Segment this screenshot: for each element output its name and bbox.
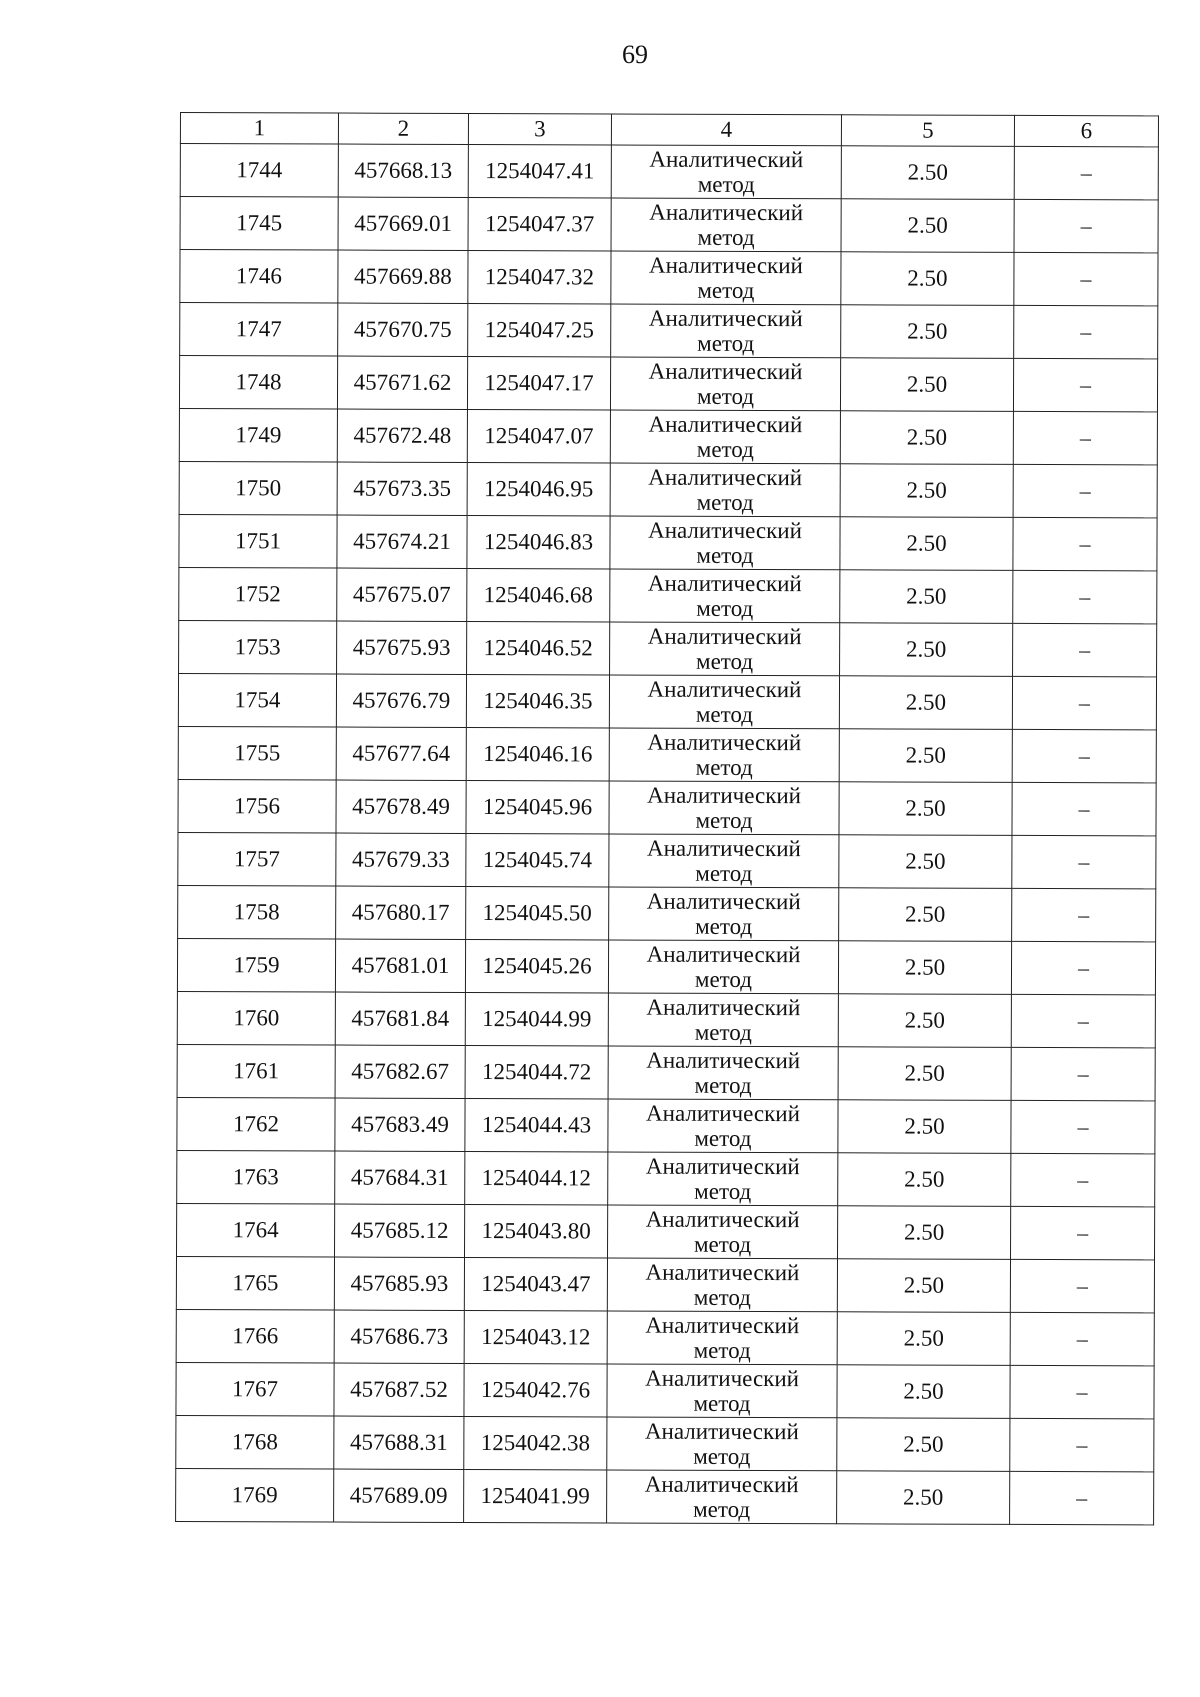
note-cell: – xyxy=(1010,1365,1154,1419)
note-cell: – xyxy=(1011,941,1155,995)
y-coordinate-cell: 1254046.35 xyxy=(466,675,609,728)
table-row xyxy=(177,1150,1155,1206)
point-number-cell: 1744 xyxy=(180,144,338,198)
x-coordinate-cell: 457689.09 xyxy=(334,1469,464,1522)
y-coordinate-cell: 1254042.38 xyxy=(464,1416,607,1469)
accuracy-cell: 2.50 xyxy=(839,676,1012,730)
note-cell: – xyxy=(1010,1418,1154,1472)
note-cell: – xyxy=(1011,1100,1155,1154)
method-line-2: метод xyxy=(696,542,754,569)
table-row xyxy=(178,779,1156,835)
y-coordinate-cell: 1254045.96 xyxy=(466,781,609,834)
note-cell: – xyxy=(1013,570,1157,624)
method-cell xyxy=(609,834,839,888)
method-line-2: метод xyxy=(695,807,753,834)
point-number-cell: 1762 xyxy=(177,1097,335,1151)
accuracy-cell: 2.50 xyxy=(840,517,1013,571)
note-cell: – xyxy=(1010,1206,1154,1260)
note-cell: – xyxy=(1013,517,1157,571)
y-coordinate-cell: 1254046.52 xyxy=(467,622,610,675)
point-number-cell: 1758 xyxy=(178,885,336,939)
method-line-1: Аналитический xyxy=(646,1100,800,1127)
x-coordinate-cell: 457684.31 xyxy=(335,1151,465,1204)
x-coordinate-cell: 457669.88 xyxy=(338,250,468,303)
note-cell: – xyxy=(1012,729,1156,783)
method-cell xyxy=(608,1099,838,1153)
x-coordinate-cell: 457668.13 xyxy=(338,144,468,197)
accuracy-cell: 2.50 xyxy=(839,729,1012,783)
x-coordinate-cell: 457686.73 xyxy=(334,1310,464,1363)
method-line-1: Аналитический xyxy=(649,252,803,279)
table-row xyxy=(177,1097,1155,1153)
method-line-1: Аналитический xyxy=(646,1047,801,1074)
method-cell xyxy=(608,1152,838,1206)
method-line-1: Аналитический xyxy=(647,782,802,809)
x-coordinate-cell: 457677.64 xyxy=(336,727,466,780)
point-number-cell: 1750 xyxy=(179,461,337,515)
y-coordinate-cell: 1254045.50 xyxy=(466,887,609,940)
table-row xyxy=(179,356,1157,412)
table-row xyxy=(180,250,1158,306)
accuracy-cell: 2.50 xyxy=(838,1047,1011,1101)
x-coordinate-cell: 457673.35 xyxy=(337,462,467,515)
table-row xyxy=(179,620,1157,676)
y-coordinate-cell: 1254047.41 xyxy=(468,145,611,198)
y-coordinate-cell: 1254047.32 xyxy=(468,251,611,304)
y-coordinate-cell: 1254047.37 xyxy=(468,198,611,251)
method-line-1: Аналитический xyxy=(646,835,801,862)
y-coordinate-cell: 1254043.12 xyxy=(464,1310,607,1363)
method-cell xyxy=(609,675,839,729)
x-coordinate-cell: 457679.33 xyxy=(336,833,466,886)
accuracy-cell: 2.50 xyxy=(838,1153,1011,1207)
method-line-1: Аналитический xyxy=(644,1471,799,1498)
method-line-1: Аналитический xyxy=(648,517,802,544)
note-cell: – xyxy=(1013,623,1157,677)
y-coordinate-cell: 1254047.17 xyxy=(467,357,610,410)
point-number-cell: 1764 xyxy=(177,1203,335,1257)
method-cell xyxy=(610,410,840,464)
method-line-1: Аналитический xyxy=(644,1418,799,1445)
y-coordinate-cell: 1254047.07 xyxy=(467,410,610,463)
method-cell xyxy=(611,198,841,252)
method-line-2: метод xyxy=(693,1284,751,1310)
accuracy-cell: 2.50 xyxy=(838,1100,1011,1154)
x-coordinate-cell: 457682.67 xyxy=(335,1045,465,1098)
method-line-2: метод xyxy=(693,1390,751,1416)
method-cell xyxy=(607,1364,837,1418)
method-line-1: Аналитический xyxy=(647,676,802,703)
method-line-2: метод xyxy=(693,1231,752,1258)
accuracy-cell: 2.50 xyxy=(841,305,1014,359)
method-line-1: Аналитический xyxy=(645,1153,800,1180)
point-number-cell: 1754 xyxy=(178,673,336,727)
y-coordinate-cell: 1254042.76 xyxy=(464,1363,607,1416)
method-line-1: Аналитический xyxy=(647,729,802,756)
method-line-1: Аналитический xyxy=(645,1365,800,1392)
method-cell xyxy=(611,304,841,358)
method-line-1: Аналитический xyxy=(649,146,804,173)
y-coordinate-cell: 1254044.99 xyxy=(465,993,608,1046)
x-coordinate-cell: 457681.84 xyxy=(335,992,465,1045)
y-coordinate-cell: 1254046.83 xyxy=(467,516,610,569)
table-row xyxy=(176,1362,1154,1418)
method-cell xyxy=(608,940,838,994)
note-cell: – xyxy=(1013,358,1157,412)
column-header: 2 xyxy=(338,113,468,144)
method-line-2: метод xyxy=(696,648,754,675)
accuracy-cell: 2.50 xyxy=(841,146,1014,200)
x-coordinate-cell: 457674.21 xyxy=(337,515,467,568)
x-coordinate-cell: 457675.07 xyxy=(337,568,467,621)
method-line-1: Аналитический xyxy=(647,623,802,650)
accuracy-cell: 2.50 xyxy=(840,358,1013,412)
note-cell: – xyxy=(1010,1259,1154,1313)
y-coordinate-cell: 1254044.43 xyxy=(465,1099,608,1152)
note-cell: – xyxy=(1014,305,1158,359)
point-number-cell: 1766 xyxy=(176,1309,334,1363)
method-line-2: метод xyxy=(697,171,755,198)
point-number-cell: 1757 xyxy=(178,832,336,886)
method-line-2: метод xyxy=(694,1125,752,1152)
method-cell xyxy=(610,357,840,411)
method-line-1: Аналитический xyxy=(647,570,802,597)
method-cell xyxy=(607,1258,837,1312)
y-coordinate-cell: 1254043.47 xyxy=(464,1258,607,1311)
accuracy-cell: 2.50 xyxy=(837,1365,1010,1419)
point-number-cell: 1763 xyxy=(177,1150,335,1204)
note-cell: – xyxy=(1012,676,1156,730)
accuracy-cell: 2.50 xyxy=(839,782,1012,836)
x-coordinate-cell: 457683.49 xyxy=(335,1098,465,1151)
accuracy-cell: 2.50 xyxy=(837,1259,1010,1313)
point-number-cell: 1747 xyxy=(180,303,338,357)
table-row xyxy=(179,461,1157,517)
table-row xyxy=(176,1309,1154,1365)
y-coordinate-cell: 1254041.99 xyxy=(464,1469,607,1522)
note-cell: – xyxy=(1014,252,1158,306)
accuracy-cell: 2.50 xyxy=(839,888,1012,942)
x-coordinate-cell: 457672.48 xyxy=(337,409,467,462)
x-coordinate-cell: 457671.62 xyxy=(337,356,467,409)
y-coordinate-cell: 1254044.72 xyxy=(465,1046,608,1099)
x-coordinate-cell: 457669.01 xyxy=(338,197,468,250)
method-line-2: метод xyxy=(695,913,753,940)
x-coordinate-cell: 457675.93 xyxy=(337,621,467,674)
point-number-cell: 1759 xyxy=(177,938,335,992)
x-coordinate-cell: 457681.01 xyxy=(335,939,465,992)
method-line-2: метод xyxy=(695,701,753,728)
method-line-2: метод xyxy=(694,1019,752,1046)
table-row xyxy=(179,514,1157,570)
method-cell xyxy=(608,1046,838,1100)
method-line-1: Аналитический xyxy=(648,305,803,332)
table-header-row xyxy=(180,113,1158,147)
note-cell: – xyxy=(1012,782,1156,836)
x-coordinate-cell: 457678.49 xyxy=(336,780,466,833)
table-body xyxy=(176,144,1159,1525)
method-line-1: Аналитический xyxy=(648,358,803,385)
method-line-1: Аналитический xyxy=(648,464,803,491)
accuracy-cell: 2.50 xyxy=(837,1418,1010,1472)
x-coordinate-cell: 457685.93 xyxy=(334,1257,464,1310)
accuracy-cell: 2.50 xyxy=(841,199,1014,253)
point-number-cell: 1753 xyxy=(179,620,337,674)
method-line-1: Аналитический xyxy=(645,1259,800,1286)
table-row xyxy=(178,885,1156,941)
table-row xyxy=(180,197,1158,253)
point-number-cell: 1768 xyxy=(176,1415,334,1469)
column-header: 3 xyxy=(468,114,611,145)
method-cell xyxy=(607,1470,837,1524)
point-number-cell: 1761 xyxy=(177,1044,335,1098)
x-coordinate-cell: 457676.79 xyxy=(336,674,466,727)
method-line-1: Аналитический xyxy=(648,411,803,438)
x-coordinate-cell: 457685.12 xyxy=(335,1204,465,1257)
note-cell: – xyxy=(1010,1471,1154,1525)
method-line-2: метод xyxy=(697,330,755,357)
method-cell xyxy=(607,1311,837,1365)
table-row xyxy=(178,726,1156,782)
table-row xyxy=(176,1256,1154,1312)
method-cell xyxy=(609,887,839,941)
method-line-2: метод xyxy=(695,754,753,781)
column-header: 4 xyxy=(611,114,841,146)
method-cell xyxy=(607,1417,837,1471)
point-number-cell: 1760 xyxy=(177,991,335,1045)
method-cell xyxy=(610,516,840,570)
note-cell: – xyxy=(1013,411,1157,465)
x-coordinate-cell: 457680.17 xyxy=(336,886,466,939)
table-row xyxy=(180,144,1158,200)
accuracy-cell: 2.50 xyxy=(839,835,1012,889)
method-line-2: метод xyxy=(697,224,755,251)
accuracy-cell: 2.50 xyxy=(838,1206,1011,1260)
y-coordinate-cell: 1254044.12 xyxy=(465,1152,608,1205)
note-cell: – xyxy=(1011,1153,1155,1207)
point-number-cell: 1751 xyxy=(179,514,337,568)
method-cell xyxy=(610,463,840,517)
note-cell: – xyxy=(1013,464,1157,518)
method-line-1: Аналитический xyxy=(646,888,801,915)
method-line-2: метод xyxy=(693,1496,751,1522)
point-number-cell: 1767 xyxy=(176,1362,334,1416)
table-row xyxy=(179,408,1157,464)
note-cell: – xyxy=(1012,835,1156,889)
method-line-1: Аналитический xyxy=(645,1206,800,1233)
point-number-cell: 1756 xyxy=(178,779,336,833)
y-coordinate-cell: 1254043.80 xyxy=(465,1205,608,1258)
method-line-2: метод xyxy=(696,436,754,463)
accuracy-cell: 2.50 xyxy=(837,1312,1010,1366)
method-cell xyxy=(610,622,840,676)
y-coordinate-cell: 1254045.26 xyxy=(465,940,608,993)
accuracy-cell: 2.50 xyxy=(841,252,1014,306)
note-cell: – xyxy=(1011,1047,1155,1101)
accuracy-cell: 2.50 xyxy=(840,570,1013,624)
method-line-2: метод xyxy=(696,383,755,410)
column-header: 5 xyxy=(841,115,1014,147)
y-coordinate-cell: 1254046.95 xyxy=(467,463,610,516)
method-line-1: Аналитический xyxy=(645,1312,800,1339)
table-row xyxy=(179,567,1157,623)
method-cell xyxy=(608,993,838,1047)
method-line-2: метод xyxy=(697,277,755,304)
method-cell xyxy=(611,251,841,305)
method-line-2: метод xyxy=(694,966,753,993)
point-number-cell: 1748 xyxy=(179,356,337,410)
accuracy-cell: 2.50 xyxy=(838,941,1011,995)
note-cell: – xyxy=(1014,199,1158,253)
table-row xyxy=(178,832,1156,888)
x-coordinate-cell: 457687.52 xyxy=(334,1363,464,1416)
point-number-cell: 1745 xyxy=(180,197,338,251)
method-line-1: Аналитический xyxy=(649,199,804,226)
accuracy-cell: 2.50 xyxy=(840,623,1013,677)
table-row xyxy=(176,1468,1154,1524)
note-cell: – xyxy=(1010,1312,1154,1366)
point-number-cell: 1755 xyxy=(178,726,336,780)
table-row xyxy=(177,991,1155,1047)
x-coordinate-cell: 457688.31 xyxy=(334,1416,464,1469)
point-number-cell: 1752 xyxy=(179,567,337,621)
method-cell xyxy=(611,145,841,199)
note-cell: – xyxy=(1014,146,1158,200)
table-row xyxy=(180,303,1158,359)
page-number: 69 xyxy=(622,40,648,69)
table-row xyxy=(177,1203,1155,1259)
method-line-1: Аналитический xyxy=(646,994,801,1021)
accuracy-cell: 2.50 xyxy=(837,1471,1010,1525)
method-line-2: метод xyxy=(694,1072,752,1099)
note-cell: – xyxy=(1011,994,1155,1048)
method-cell xyxy=(609,781,839,835)
method-cell xyxy=(609,728,839,782)
method-cell xyxy=(610,569,840,623)
y-coordinate-cell: 1254046.68 xyxy=(467,569,610,622)
table-row xyxy=(177,938,1155,994)
point-number-cell: 1765 xyxy=(176,1256,334,1310)
coordinates-table xyxy=(175,112,1159,1525)
y-coordinate-cell: 1254046.16 xyxy=(466,728,609,781)
point-number-cell: 1746 xyxy=(180,250,338,304)
point-number-cell: 1749 xyxy=(179,408,337,462)
y-coordinate-cell: 1254047.25 xyxy=(468,304,611,357)
method-line-2: метод xyxy=(695,860,753,887)
accuracy-cell: 2.50 xyxy=(840,411,1013,465)
method-line-2: метод xyxy=(693,1337,751,1363)
note-cell: – xyxy=(1012,888,1156,942)
table-row xyxy=(176,1415,1154,1471)
method-cell xyxy=(608,1205,838,1259)
method-line-2: метод xyxy=(693,1443,751,1469)
accuracy-cell: 2.50 xyxy=(840,464,1013,518)
method-line-2: метод xyxy=(696,489,754,516)
method-line-2: метод xyxy=(696,595,754,622)
table-row xyxy=(178,673,1156,729)
column-header: 1 xyxy=(180,113,338,145)
y-coordinate-cell: 1254045.74 xyxy=(466,834,609,887)
column-header: 6 xyxy=(1014,115,1158,147)
x-coordinate-cell: 457670.75 xyxy=(338,303,468,356)
accuracy-cell: 2.50 xyxy=(838,994,1011,1048)
method-line-2: метод xyxy=(694,1178,752,1205)
point-number-cell: 1769 xyxy=(176,1468,334,1522)
method-line-1: Аналитический xyxy=(646,941,801,968)
table-row xyxy=(177,1044,1155,1100)
